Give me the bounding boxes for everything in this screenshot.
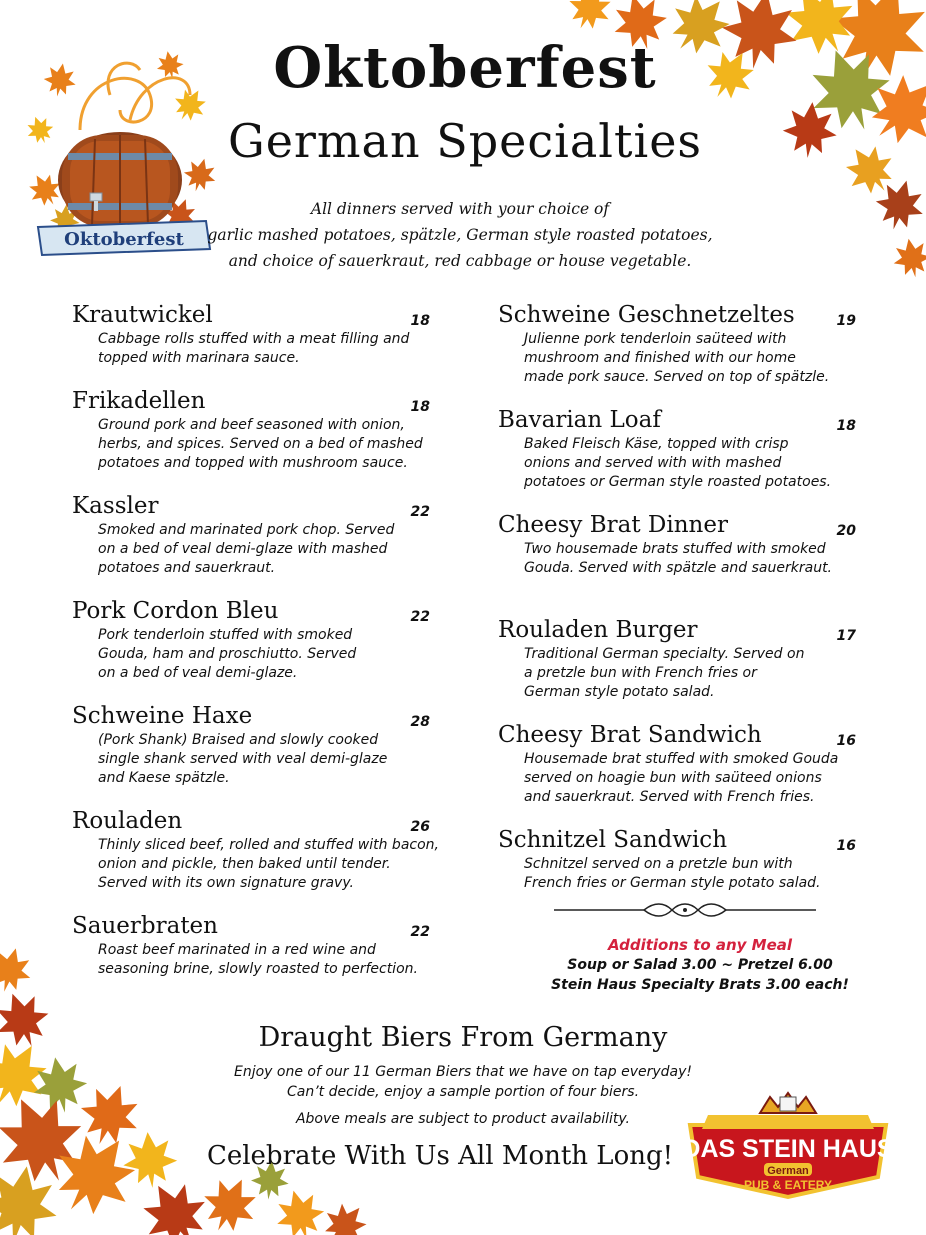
banner-text: Oktoberfest (64, 229, 184, 250)
draught-text (200, 1062, 726, 1102)
oktoberfest-barrel-logo (20, 35, 230, 305)
availability-note: Above meals are subject to product availability. (295, 1111, 631, 1127)
description-line: German style potato salad. (524, 684, 715, 700)
menu-item-description (524, 330, 860, 387)
description-line: potatoes or German style roasted potatoes. (524, 474, 832, 490)
description-line: and sauerkraut. Served with French fries. (524, 789, 815, 805)
description-line: mushroom and finished with our home (524, 350, 796, 366)
logo-name: DAS STEIN HAUS (682, 1135, 894, 1163)
description-line: Two housemade brats stuffed with smoked (524, 541, 826, 557)
menu-item-description (98, 521, 452, 578)
description-line: on a bed of veal demi-glaze. (98, 665, 298, 681)
das-stein-haus-logo (678, 1085, 898, 1205)
menu-item-price: 22 (410, 609, 430, 625)
menu-item-price: 17 (836, 628, 856, 644)
menu-item-description (98, 836, 452, 893)
description-line: Traditional German specialty. Served on (524, 646, 805, 662)
intro-line: and choice of sauerkraut, red cabbage or house vegetable. (228, 252, 692, 270)
menu-item-price: 18 (410, 399, 430, 415)
menu-item-name: Rouladen Burger (498, 617, 698, 643)
menu-item (72, 491, 452, 578)
menu-item (72, 911, 452, 979)
description-line: made pork sauce. Served on top of spätzle. (524, 369, 830, 385)
logo-tag: German (767, 1165, 809, 1177)
menu-item-price: 20 (836, 523, 856, 539)
menu-item-description (524, 435, 860, 492)
description-line: French fries or German style potato salad. (524, 875, 821, 891)
menu-column-right (498, 300, 860, 893)
menu-item-price: 16 (836, 838, 856, 854)
menu-item-description (98, 731, 452, 788)
menu-item-price: 22 (410, 504, 430, 520)
menu-item-price: 18 (836, 418, 856, 434)
menu-item (72, 596, 452, 683)
menu-item (72, 386, 452, 473)
description-line: potatoes and sauerkraut. (98, 560, 276, 576)
additions-title: Additions to any Meal (607, 936, 793, 954)
menu-item-description (98, 330, 452, 368)
description-line: and Kaese spätzle. (98, 770, 230, 786)
menu-item-description (98, 416, 452, 473)
menu-item-name: Bavarian Loaf (498, 407, 661, 433)
description-line: on a bed of veal demi-glaze with mashed (98, 541, 388, 557)
draught-title: Draught Biers From Germany (258, 1022, 668, 1053)
menu-item-name: Krautwickel (72, 302, 213, 328)
description-line: topped with marinara sauce. (98, 350, 300, 366)
menu-item (498, 510, 860, 578)
menu-item-name: Rouladen (72, 808, 183, 834)
menu-item-price: 19 (836, 313, 856, 329)
description-line: Gouda, ham and proschiutto. Served (98, 646, 357, 662)
description-line: Baked Fleisch Käse, topped with crisp (524, 436, 789, 452)
page-title: Oktoberfest (273, 35, 657, 101)
menu-item-name: Cheesy Brat Sandwich (498, 722, 762, 748)
barrel-swirls (80, 63, 190, 130)
ornamental-divider (554, 900, 816, 928)
description-line: Julienne pork tenderloin saüteed with (524, 331, 787, 347)
intro-text (200, 196, 720, 274)
description-line: Pork tenderloin stuffed with smoked (98, 627, 353, 643)
menu-item (498, 720, 860, 807)
description-line: herbs, and spices. Served on a bed of mashed (98, 436, 423, 452)
menu-item (498, 825, 860, 893)
menu-item-description (524, 750, 860, 807)
menu-item (498, 300, 860, 387)
menu-item-description (98, 626, 452, 683)
celebrate-tagline: Celebrate With Us All Month Long! (206, 1141, 674, 1171)
menu-item-name: Pork Cordon Bleu (72, 598, 279, 624)
menu-item-name: Schweine Geschnetzeltes (498, 302, 795, 328)
menu-item-description (524, 855, 860, 893)
menu-item-name: Cheesy Brat Dinner (498, 512, 728, 538)
menu-item-name: Sauerbraten (72, 913, 218, 939)
menu-item-name: Schnitzel Sandwich (498, 827, 728, 853)
description-line: onion and pickle, then baked until tender. (98, 856, 391, 872)
description-line: Roast beef marinated in a red wine and (98, 942, 376, 958)
intro-line: All dinners served with your choice of (310, 200, 610, 218)
menu-item (498, 615, 860, 702)
additions-box (520, 935, 880, 995)
description-line: served on hoagie bun with saüteed onions (524, 770, 822, 786)
description-line: (Pork Shank) Braised and slowly cooked (98, 732, 379, 748)
page-subtitle: German Specialties (227, 114, 703, 168)
menu-item-name: Kassler (72, 493, 159, 519)
description-line: Housemade brat stuffed with smoked Gouda (524, 751, 839, 767)
description-line: Gouda. Served with spätzle and sauerkraut. (524, 560, 833, 576)
description-line: Schnitzel served on a pretzle bun with (524, 856, 793, 872)
description-line: Served with its own signature gravy. (98, 875, 354, 891)
menu-item (498, 405, 860, 492)
oktoberfest-banner (38, 221, 210, 255)
description-line: onions and served with with mashed (524, 455, 782, 471)
menu-item-price: 28 (410, 714, 430, 730)
menu-item-description (98, 941, 452, 979)
menu-item-price: 16 (836, 733, 856, 749)
menu-item (72, 701, 452, 788)
description-line: a pretzle bun with French fries or (524, 665, 757, 681)
description-line: potatoes and topped with mushroom sauce. (98, 455, 408, 471)
menu-item-description (524, 645, 860, 702)
menu-item-price: 22 (410, 924, 430, 940)
draught-line: Enjoy one of our 11 German Biers that we have on tap everyday! (233, 1064, 693, 1080)
menu-item (72, 806, 452, 893)
description-line: Cabbage rolls stuffed with a meat filling and (98, 331, 410, 347)
description-line: seasoning brine, slowly roasted to perfection. (98, 961, 418, 977)
draught-line: Can’t decide, enjoy a sample portion of four biers. (286, 1084, 640, 1100)
description-line: Thinly sliced beef, rolled and stuffed with bacon, (98, 837, 439, 853)
intro-line: garlic mashed potatoes, spätzle, German style roasted potatoes, (207, 226, 713, 244)
menu-item-name: Frikadellen (72, 388, 206, 414)
description-line: single shank served with veal demi-glaze (98, 751, 388, 767)
menu-item (72, 300, 452, 368)
menu-item-name: Schweine Haxe (72, 703, 253, 729)
barrel-icon (58, 132, 182, 229)
description-line: Ground pork and beef seasoned with onion, (98, 417, 405, 433)
logo-sub: PUB & EATERY (743, 1178, 833, 1192)
menu-item-price: 18 (410, 313, 430, 329)
additions-line: Stein Haus Specialty Brats 3.00 each! (551, 977, 849, 993)
menu-column-left (72, 300, 452, 979)
description-line: Smoked and marinated pork chop. Served (98, 522, 395, 538)
menu-item-price: 26 (410, 819, 430, 835)
logo-crest (760, 1093, 816, 1113)
additions-line: Soup or Salad 3.00 ~ Pretzel 6.00 (567, 957, 833, 973)
menu-item-description (524, 540, 860, 578)
